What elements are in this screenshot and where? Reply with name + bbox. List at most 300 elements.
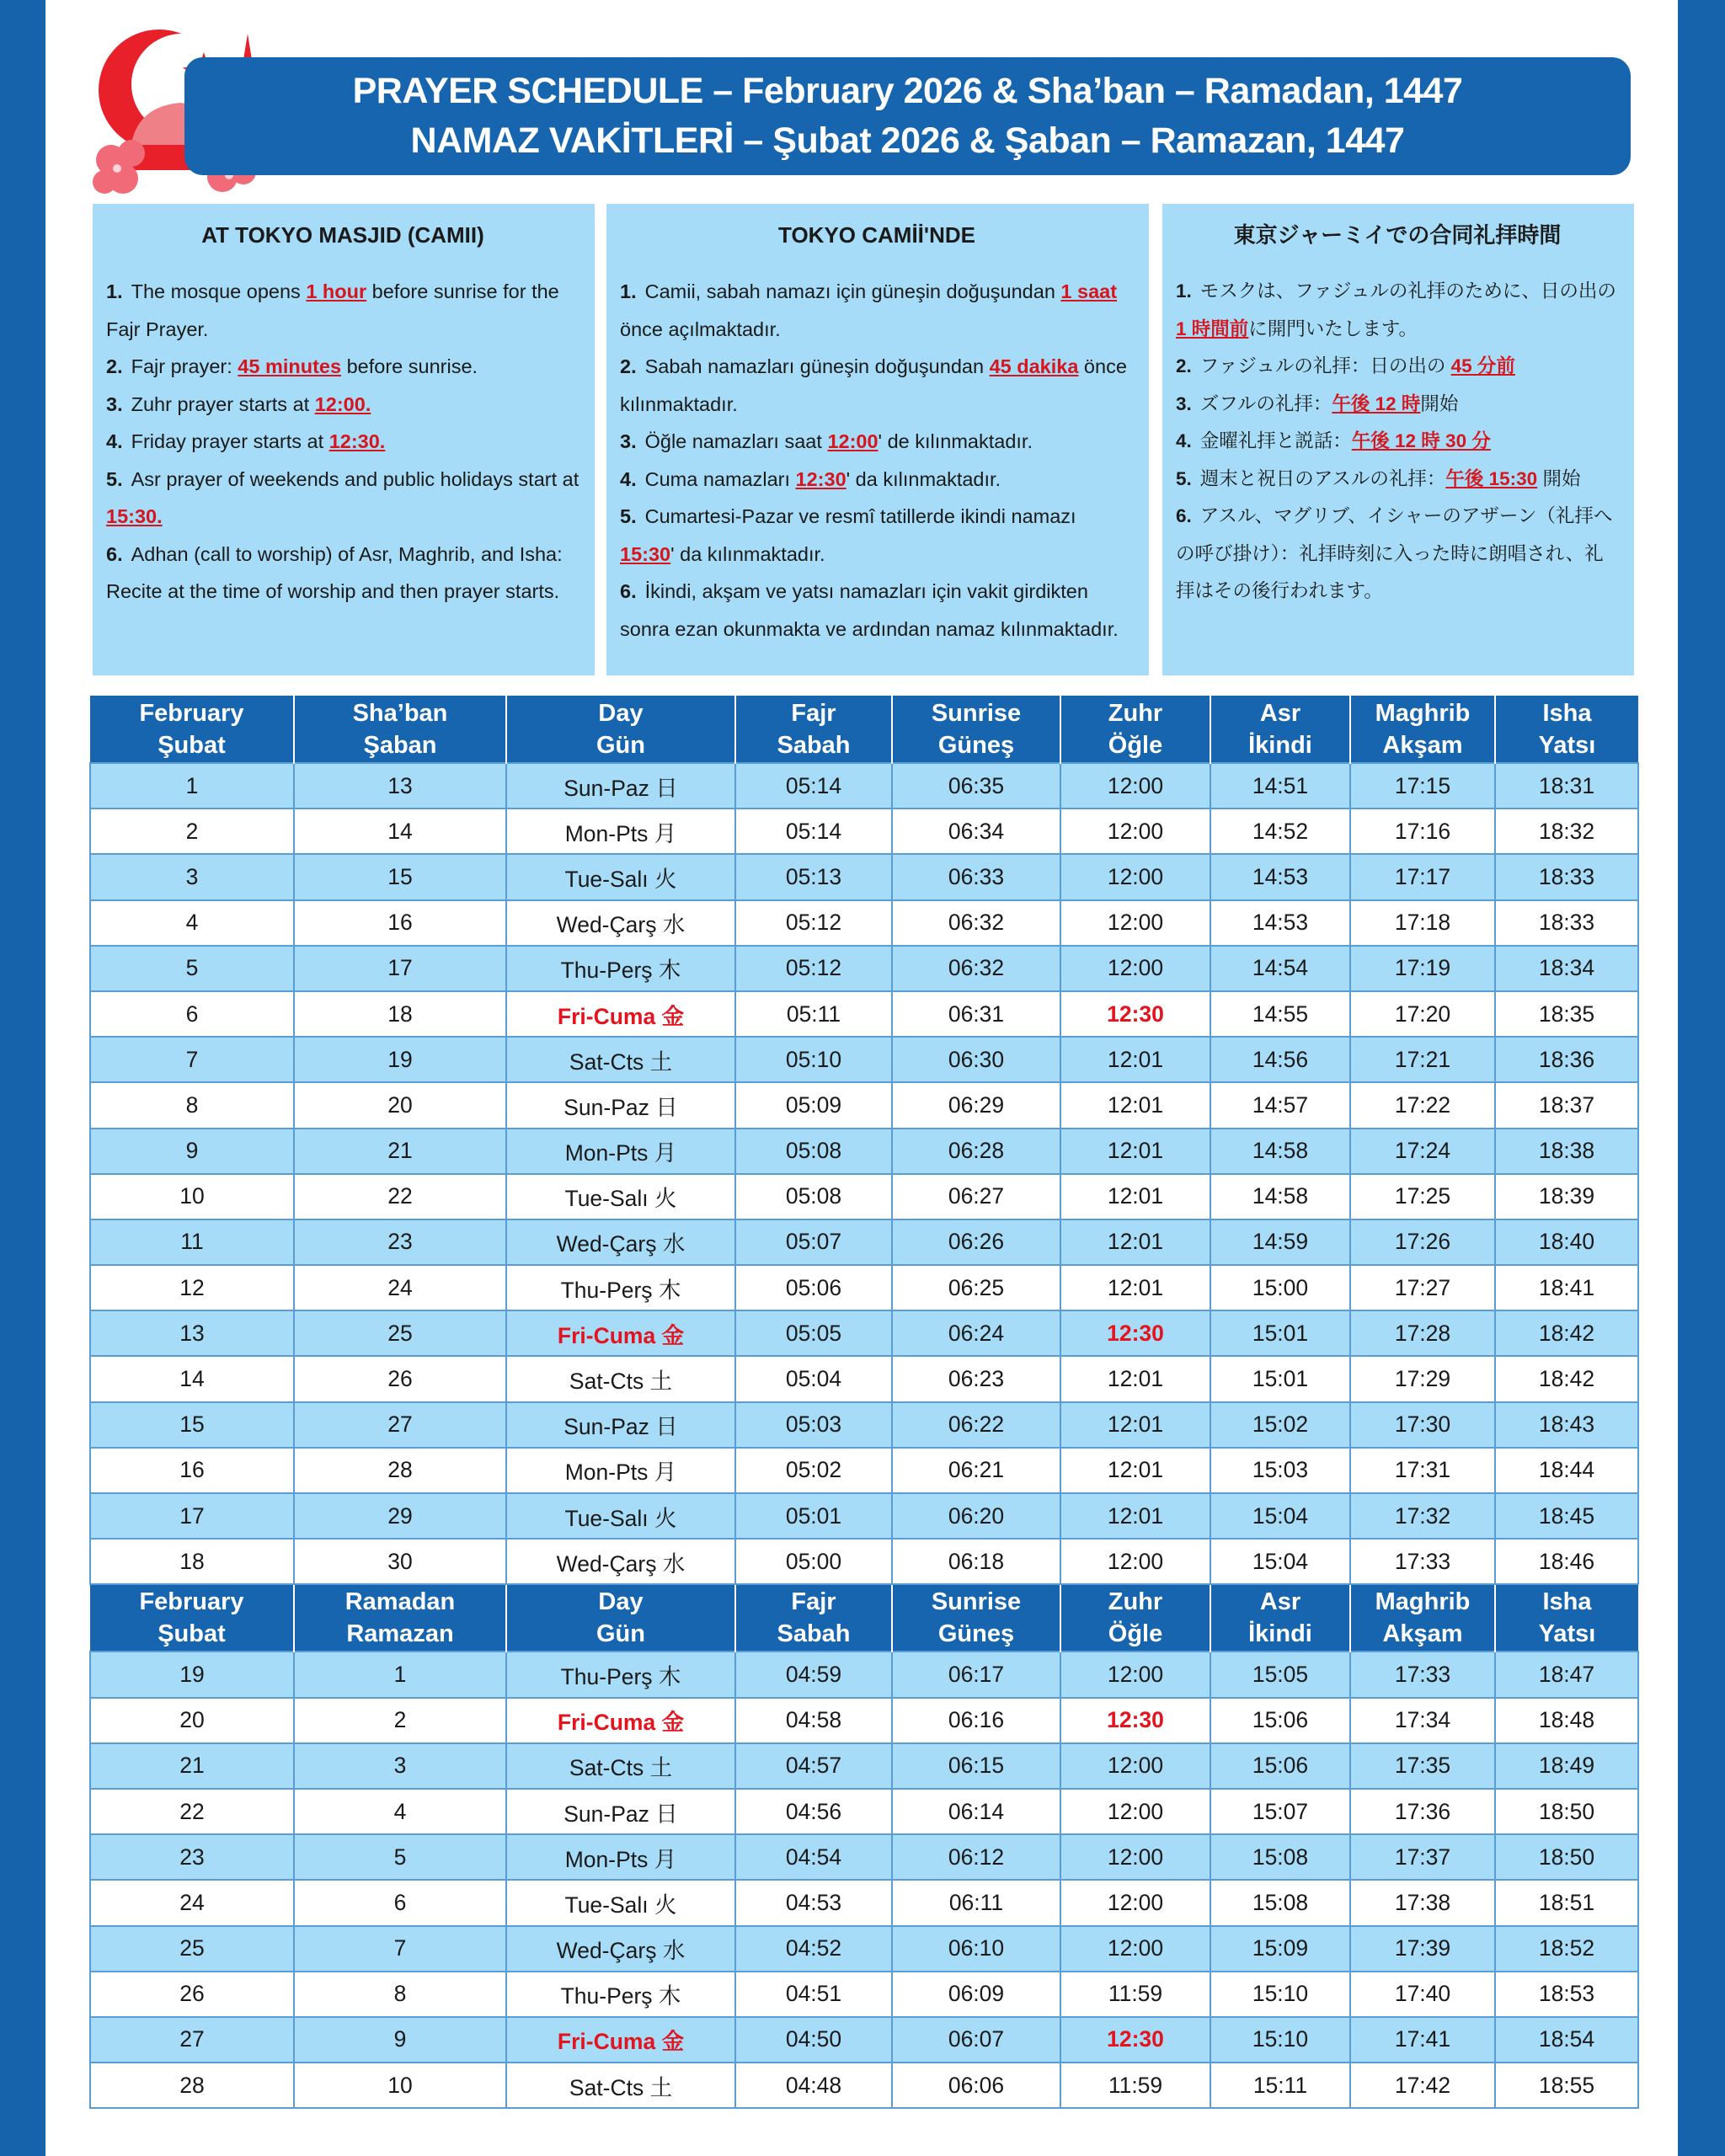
fajr-time-cell: 05:11	[735, 991, 892, 1037]
weekday-cell: Fri-Cuma 金	[506, 1698, 735, 1743]
asr-time-cell: 14:53	[1210, 854, 1350, 899]
item-number: 2.	[620, 355, 637, 377]
asr-time-cell: 15:09	[1210, 1926, 1350, 1972]
sunrise-time-cell: 06:32	[892, 900, 1060, 946]
gregorian-day-cell: 25	[90, 1926, 294, 1972]
asr-time-cell: 15:10	[1210, 2017, 1350, 2063]
table-row	[90, 2017, 1638, 2063]
isha-time-cell: 18:51	[1495, 1880, 1638, 1925]
fajr-time-cell: 04:57	[735, 1743, 892, 1789]
table-row	[90, 1356, 1638, 1401]
gregorian-day-cell: 21	[90, 1743, 294, 1789]
sunrise-time-cell: 06:25	[892, 1265, 1060, 1310]
zuhr-time-cell: 12:01	[1060, 1082, 1210, 1128]
hijri-day-cell: 14	[294, 808, 506, 854]
zuhr-time-cell: 12:00	[1060, 763, 1210, 808]
sunrise-time-cell: 06:07	[892, 2017, 1060, 2063]
isha-time-cell: 18:54	[1495, 2017, 1638, 2063]
asr-time-cell: 15:05	[1210, 1652, 1350, 1697]
column-header-asr-time	[1210, 1584, 1350, 1652]
sunrise-time-cell: 06:21	[892, 1448, 1060, 1493]
item-number: 3.	[1176, 392, 1192, 414]
zuhr-time-cell: 12:00	[1060, 1743, 1210, 1789]
header-label: Öğle	[1108, 731, 1163, 759]
header-label: Maghrib	[1375, 699, 1471, 727]
maghrib-time-cell: 17:35	[1350, 1743, 1495, 1789]
hijri-day-cell: 7	[294, 1926, 506, 1972]
header-label: Yatsı	[1538, 731, 1596, 759]
maghrib-time-cell: 17:31	[1350, 1448, 1495, 1493]
gregorian-day-cell: 5	[90, 946, 294, 991]
info-highlight: 12:30.	[328, 430, 386, 452]
isha-time-cell: 18:50	[1495, 1834, 1638, 1880]
fajr-time-cell: 04:50	[735, 2017, 892, 2063]
info-text: Fajr prayer:	[131, 355, 238, 377]
zuhr-time-cell: 12:30	[1060, 2017, 1210, 2063]
table-row	[90, 1448, 1638, 1493]
weekday-cell: Fri-Cuma 金	[506, 2017, 735, 2063]
fajr-time-cell: 05:04	[735, 1356, 892, 1401]
maghrib-time-cell: 17:29	[1350, 1356, 1495, 1401]
asr-time-cell: 14:51	[1210, 763, 1350, 808]
info-text: 週末と祝日のアスルの礼拝：	[1199, 467, 1446, 489]
weekday-cell: Sun-Paz 日	[506, 763, 735, 808]
zuhr-time-cell: 12:00	[1060, 1539, 1210, 1584]
header-label: Sabah	[777, 1620, 851, 1648]
info-item	[1176, 423, 1619, 461]
maghrib-time-cell: 17:18	[1350, 900, 1495, 946]
maghrib-time-cell: 17:26	[1350, 1219, 1495, 1265]
maghrib-time-cell: 17:27	[1350, 1265, 1495, 1310]
zuhr-time-cell: 12:01	[1060, 1219, 1210, 1265]
weekday-cell: Sat-Cts 土	[506, 2063, 735, 2108]
isha-time-cell: 18:34	[1495, 946, 1638, 991]
info-text: Adhan (call to worship) of Asr, Maghrib, and Isha: Recite at the time of worship and then prayer starts.	[106, 542, 563, 602]
fajr-time-cell: 04:58	[735, 1698, 892, 1743]
zuhr-time-cell: 12:01	[1060, 1174, 1210, 1219]
maghrib-time-cell: 17:32	[1350, 1493, 1495, 1539]
hijri-day-cell: 26	[294, 1356, 506, 1401]
zuhr-time-cell: 12:30	[1060, 991, 1210, 1037]
sunrise-time-cell: 06:35	[892, 763, 1060, 808]
item-number: 4.	[1176, 430, 1192, 451]
item-number: 5.	[1176, 467, 1192, 489]
maghrib-time-cell: 17:22	[1350, 1082, 1495, 1128]
gregorian-day-cell: 11	[90, 1219, 294, 1265]
fajr-time-cell: 04:52	[735, 1926, 892, 1972]
gregorian-day-cell: 24	[90, 1880, 294, 1925]
info-item	[1176, 273, 1619, 348]
asr-time-cell: 15:11	[1210, 2063, 1350, 2108]
gregorian-day-cell: 16	[90, 1448, 294, 1493]
gregorian-day-cell: 7	[90, 1037, 294, 1082]
asr-time-cell: 15:06	[1210, 1743, 1350, 1789]
isha-time-cell: 18:53	[1495, 1972, 1638, 2017]
gregorian-day-cell: 28	[90, 2063, 294, 2108]
gregorian-day-cell: 10	[90, 1174, 294, 1219]
header-label: Sha’ban	[352, 699, 448, 727]
item-number: 5.	[106, 467, 123, 490]
fajr-time-cell: 04:59	[735, 1652, 892, 1697]
info-text: before sunrise for the Fajr Prayer.	[106, 280, 559, 340]
table-row	[90, 763, 1638, 808]
column-header-maghrib-time	[1350, 696, 1495, 763]
weekday-cell: Sat-Cts 土	[506, 1743, 735, 1789]
fajr-time-cell: 04:51	[735, 1972, 892, 2017]
info-item	[1176, 461, 1619, 499]
prayer-schedule-table	[89, 696, 1639, 2109]
title-banner	[184, 57, 1631, 175]
info-text: ' da kılınmaktadır.	[670, 542, 825, 565]
column-header-hijri-day	[294, 696, 506, 763]
weekday-cell: Fri-Cuma 金	[506, 1310, 735, 1356]
info-text: Sabah namazları güneşin doğuşundan	[644, 355, 990, 377]
weekday-cell: Fri-Cuma 金	[506, 991, 735, 1037]
isha-time-cell: 18:35	[1495, 991, 1638, 1037]
gregorian-day-cell: 1	[90, 763, 294, 808]
zuhr-time-cell: 12:00	[1060, 1652, 1210, 1697]
zuhr-time-cell: 12:01	[1060, 1037, 1210, 1082]
weekday-cell: Tue-Salı 火	[506, 1880, 735, 1925]
column-header-fajr-time	[735, 696, 892, 763]
info-highlight: 12:00	[827, 430, 879, 452]
weekday-cell: Mon-Pts 月	[506, 808, 735, 854]
hijri-day-cell: 21	[294, 1129, 506, 1174]
hijri-day-cell: 18	[294, 991, 506, 1037]
info-highlight: 12:00.	[314, 392, 371, 415]
table-row	[90, 1926, 1638, 1972]
table-row	[90, 1789, 1638, 1834]
info-box-turkish	[606, 204, 1149, 675]
item-number: 1.	[620, 280, 637, 302]
header-label: Akşam	[1382, 1620, 1463, 1648]
sunrise-time-cell: 06:06	[892, 2063, 1060, 2108]
weekday-cell: Sun-Paz 日	[506, 1789, 735, 1834]
info-text: önce kılınmaktadır.	[620, 355, 1127, 415]
asr-time-cell: 14:58	[1210, 1174, 1350, 1219]
sunrise-time-cell: 06:12	[892, 1834, 1060, 1880]
info-text: に開門いたします。	[1248, 318, 1418, 339]
asr-time-cell: 14:59	[1210, 1219, 1350, 1265]
header-label: Day	[598, 699, 644, 727]
info-highlight: 45 分前	[1450, 355, 1515, 376]
maghrib-time-cell: 17:33	[1350, 1652, 1495, 1697]
header-label: Sunrise	[931, 1588, 1022, 1616]
maghrib-time-cell: 17:28	[1350, 1310, 1495, 1356]
table-row	[90, 1037, 1638, 1082]
weekday-cell: Wed-Çarş 水	[506, 1219, 735, 1265]
fajr-time-cell: 05:05	[735, 1310, 892, 1356]
hijri-day-cell: 28	[294, 1448, 506, 1493]
info-title-japanese: 東京ジャーミイでの合同礼拝時間	[1233, 222, 1562, 248]
header-label: Asr	[1259, 1588, 1301, 1616]
info-text: Cumartesi-Pazar ve resmî tatillerde ikindi namazı	[644, 505, 1076, 527]
isha-time-cell: 18:38	[1495, 1129, 1638, 1174]
maghrib-time-cell: 17:33	[1350, 1539, 1495, 1584]
hijri-day-cell: 15	[294, 854, 506, 899]
info-box-japanese	[1162, 204, 1634, 675]
gregorian-day-cell: 18	[90, 1539, 294, 1584]
fajr-time-cell: 04:56	[735, 1789, 892, 1834]
isha-time-cell: 18:50	[1495, 1789, 1638, 1834]
hijri-day-cell: 10	[294, 2063, 506, 2108]
weekday-cell: Wed-Çarş 水	[506, 900, 735, 946]
maghrib-time-cell: 17:19	[1350, 946, 1495, 991]
table-row	[90, 2063, 1638, 2108]
zuhr-time-cell: 12:01	[1060, 1402, 1210, 1448]
hijri-day-cell: 9	[294, 2017, 506, 2063]
gregorian-day-cell: 27	[90, 2017, 294, 2063]
weekday-cell: Sun-Paz 日	[506, 1082, 735, 1128]
isha-time-cell: 18:55	[1495, 2063, 1638, 2108]
item-number: 3.	[106, 392, 123, 415]
isha-time-cell: 18:39	[1495, 1174, 1638, 1219]
asr-time-cell: 15:04	[1210, 1493, 1350, 1539]
header-label: Öğle	[1108, 1620, 1163, 1648]
asr-time-cell: 15:02	[1210, 1402, 1350, 1448]
maghrib-time-cell: 17:17	[1350, 854, 1495, 899]
info-text: ファジュルの礼拝：日の出の	[1199, 355, 1451, 376]
info-text: ズフルの礼拝：	[1199, 392, 1332, 414]
header-label: Zuhr	[1108, 1588, 1163, 1616]
header-label: Asr	[1259, 699, 1301, 727]
gregorian-day-cell: 13	[90, 1310, 294, 1356]
sunrise-time-cell: 06:11	[892, 1880, 1060, 1925]
header-label: Güneş	[937, 1620, 1015, 1648]
zuhr-time-cell: 12:00	[1060, 1880, 1210, 1925]
maghrib-time-cell: 17:20	[1350, 991, 1495, 1037]
weekday-cell: Mon-Pts 月	[506, 1129, 735, 1174]
asr-time-cell: 15:10	[1210, 1972, 1350, 2017]
header-label: Yatsı	[1538, 1620, 1596, 1648]
column-header-isha-time	[1495, 696, 1638, 763]
fajr-time-cell: 05:06	[735, 1265, 892, 1310]
column-header-gregorian-day	[90, 696, 294, 763]
hijri-day-cell: 25	[294, 1310, 506, 1356]
column-header-sunrise-time	[892, 696, 1060, 763]
sunrise-time-cell: 06:10	[892, 1926, 1060, 1972]
gregorian-day-cell: 23	[90, 1834, 294, 1880]
hijri-day-cell: 24	[294, 1265, 506, 1310]
column-header-asr-time	[1210, 696, 1350, 763]
asr-time-cell: 15:03	[1210, 1448, 1350, 1493]
asr-time-cell: 15:06	[1210, 1698, 1350, 1743]
item-number: 1.	[106, 280, 123, 302]
hijri-day-cell: 17	[294, 946, 506, 991]
isha-time-cell: 18:49	[1495, 1743, 1638, 1789]
info-text: ' da kılınmaktadır.	[846, 467, 1001, 490]
info-text: 開始	[1537, 467, 1581, 489]
header-label: Gün	[596, 731, 645, 759]
sunrise-time-cell: 06:30	[892, 1037, 1060, 1082]
header-label: Akşam	[1382, 731, 1463, 759]
isha-time-cell: 18:33	[1495, 900, 1638, 946]
header-label: Maghrib	[1375, 1588, 1471, 1616]
weekday-cell: Tue-Salı 火	[506, 1174, 735, 1219]
fajr-time-cell: 04:48	[735, 2063, 892, 2108]
item-number: 6.	[620, 580, 637, 602]
sunrise-time-cell: 06:29	[892, 1082, 1060, 1128]
gregorian-day-cell: 22	[90, 1789, 294, 1834]
maghrib-time-cell: 17:30	[1350, 1402, 1495, 1448]
info-title-english: AT TOKYO MASJID (CAMII)	[201, 222, 484, 248]
info-item	[620, 461, 1134, 499]
sunrise-time-cell: 06:32	[892, 946, 1060, 991]
weekday-cell: Mon-Pts 月	[506, 1834, 735, 1880]
info-highlight: 15:30	[620, 542, 671, 565]
table-row	[90, 946, 1638, 991]
weekday-cell: Thu-Perş 木	[506, 1972, 735, 2017]
gregorian-day-cell: 8	[90, 1082, 294, 1128]
info-item	[1176, 348, 1619, 386]
asr-time-cell: 15:04	[1210, 1539, 1350, 1584]
maghrib-time-cell: 17:25	[1350, 1174, 1495, 1219]
isha-time-cell: 18:45	[1495, 1493, 1638, 1539]
weekday-cell: Sun-Paz 日	[506, 1402, 735, 1448]
header-label: İkindi	[1248, 731, 1312, 759]
column-header-maghrib-time	[1350, 1584, 1495, 1652]
hijri-day-cell: 23	[294, 1219, 506, 1265]
gregorian-day-cell: 15	[90, 1402, 294, 1448]
weekday-cell: Thu-Perş 木	[506, 1652, 735, 1697]
maghrib-time-cell: 17:34	[1350, 1698, 1495, 1743]
zuhr-time-cell: 12:00	[1060, 1789, 1210, 1834]
table-row	[90, 854, 1638, 899]
weekday-cell: Wed-Çarş 水	[506, 1539, 735, 1584]
gregorian-day-cell: 3	[90, 854, 294, 899]
header-label: Fajr	[791, 1588, 836, 1616]
isha-time-cell: 18:52	[1495, 1926, 1638, 1972]
header-label: Ramadan	[344, 1588, 456, 1616]
column-header-gregorian-day	[90, 1584, 294, 1652]
info-title-turkish: TOKYO CAMİİ'NDE	[778, 222, 975, 248]
table-row	[90, 1402, 1638, 1448]
maghrib-time-cell: 17:39	[1350, 1926, 1495, 1972]
info-item	[620, 273, 1134, 348]
weekday-cell: Thu-Perş 木	[506, 1265, 735, 1310]
sunrise-time-cell: 06:34	[892, 808, 1060, 854]
sunrise-time-cell: 06:17	[892, 1652, 1060, 1697]
maghrib-time-cell: 17:37	[1350, 1834, 1495, 1880]
item-number: 4.	[620, 467, 637, 490]
zuhr-time-cell: 12:01	[1060, 1129, 1210, 1174]
table-row	[90, 1880, 1638, 1925]
title-turkish: NAMAZ VAKİTLERİ – Şubat 2026 & Şaban – Ramazan, 1447	[410, 120, 1405, 161]
hijri-day-cell: 5	[294, 1834, 506, 1880]
zuhr-time-cell: 12:00	[1060, 900, 1210, 946]
fajr-time-cell: 05:14	[735, 808, 892, 854]
isha-time-cell: 18:41	[1495, 1265, 1638, 1310]
page	[45, 0, 1678, 2156]
asr-time-cell: 15:01	[1210, 1356, 1350, 1401]
zuhr-time-cell: 12:01	[1060, 1493, 1210, 1539]
maghrib-time-cell: 17:38	[1350, 1880, 1495, 1925]
isha-time-cell: 18:33	[1495, 854, 1638, 899]
info-item	[106, 273, 579, 348]
maghrib-time-cell: 17:42	[1350, 2063, 1495, 2108]
fajr-time-cell: 05:12	[735, 946, 892, 991]
header-label: Zuhr	[1108, 699, 1163, 727]
info-box-english	[93, 204, 595, 675]
hijri-day-cell: 22	[294, 1174, 506, 1219]
sunrise-time-cell: 06:20	[892, 1493, 1060, 1539]
weekday-cell: Mon-Pts 月	[506, 1448, 735, 1493]
info-item	[1176, 386, 1619, 424]
info-text: Cuma namazları	[644, 467, 796, 490]
maghrib-time-cell: 17:21	[1350, 1037, 1495, 1082]
info-highlight: 45 dakika	[989, 355, 1079, 377]
info-highlight: 15:30.	[106, 505, 163, 527]
sunrise-time-cell: 06:15	[892, 1743, 1060, 1789]
info-highlight: 午後 12 時	[1332, 392, 1421, 414]
asr-time-cell: 15:00	[1210, 1265, 1350, 1310]
table-row	[90, 1834, 1638, 1880]
column-header-hijri-day	[294, 1584, 506, 1652]
sunrise-time-cell: 06:28	[892, 1129, 1060, 1174]
header-label: Güneş	[937, 731, 1015, 759]
asr-time-cell: 14:56	[1210, 1037, 1350, 1082]
header-label: Isha	[1542, 699, 1592, 727]
table-row	[90, 1743, 1638, 1789]
zuhr-time-cell: 12:00	[1060, 1834, 1210, 1880]
info-text: モスクは、ファジュルの礼拝のために、日の出の	[1199, 280, 1616, 302]
gregorian-day-cell: 12	[90, 1265, 294, 1310]
gregorian-day-cell: 4	[90, 900, 294, 946]
fajr-time-cell: 05:03	[735, 1402, 892, 1448]
table-row	[90, 1539, 1638, 1584]
info-highlight: 午後 15:30	[1445, 467, 1538, 489]
header-label: Day	[598, 1588, 644, 1616]
hijri-day-cell: 19	[294, 1037, 506, 1082]
isha-time-cell: 18:42	[1495, 1310, 1638, 1356]
gregorian-day-cell: 26	[90, 1972, 294, 2017]
maghrib-time-cell: 17:15	[1350, 763, 1495, 808]
sunrise-time-cell: 06:18	[892, 1539, 1060, 1584]
info-highlight: 12:30	[795, 467, 846, 490]
sunrise-time-cell: 06:31	[892, 991, 1060, 1037]
fajr-time-cell: 04:54	[735, 1834, 892, 1880]
column-header-weekday	[506, 1584, 735, 1652]
isha-time-cell: 18:43	[1495, 1402, 1638, 1448]
info-text: Öğle namazları saat	[644, 430, 828, 452]
sunrise-time-cell: 06:09	[892, 1972, 1060, 2017]
isha-time-cell: 18:36	[1495, 1037, 1638, 1082]
column-header-sunrise-time	[892, 1584, 1060, 1652]
info-text: before sunrise.	[341, 355, 478, 377]
info-item	[620, 498, 1134, 573]
table-row	[90, 1082, 1638, 1128]
info-text: 金曜礼拝と説話：	[1199, 430, 1352, 451]
fajr-time-cell: 05:08	[735, 1174, 892, 1219]
info-text: ' de kılınmaktadır.	[878, 430, 1033, 452]
column-header-fajr-time	[735, 1584, 892, 1652]
fajr-time-cell: 05:10	[735, 1037, 892, 1082]
item-number: 2.	[106, 355, 123, 377]
asr-time-cell: 14:55	[1210, 991, 1350, 1037]
gregorian-day-cell: 17	[90, 1493, 294, 1539]
isha-time-cell: 18:40	[1495, 1219, 1638, 1265]
maghrib-time-cell: 17:16	[1350, 808, 1495, 854]
header-label: Ramazan	[346, 1620, 454, 1648]
zuhr-time-cell: 12:00	[1060, 854, 1210, 899]
asr-time-cell: 15:08	[1210, 1880, 1350, 1925]
hijri-day-cell: 29	[294, 1493, 506, 1539]
hijri-day-cell: 13	[294, 763, 506, 808]
info-item	[106, 536, 579, 611]
fajr-time-cell: 05:01	[735, 1493, 892, 1539]
zuhr-time-cell: 11:59	[1060, 2063, 1210, 2108]
weekday-cell: Thu-Perş 木	[506, 946, 735, 991]
